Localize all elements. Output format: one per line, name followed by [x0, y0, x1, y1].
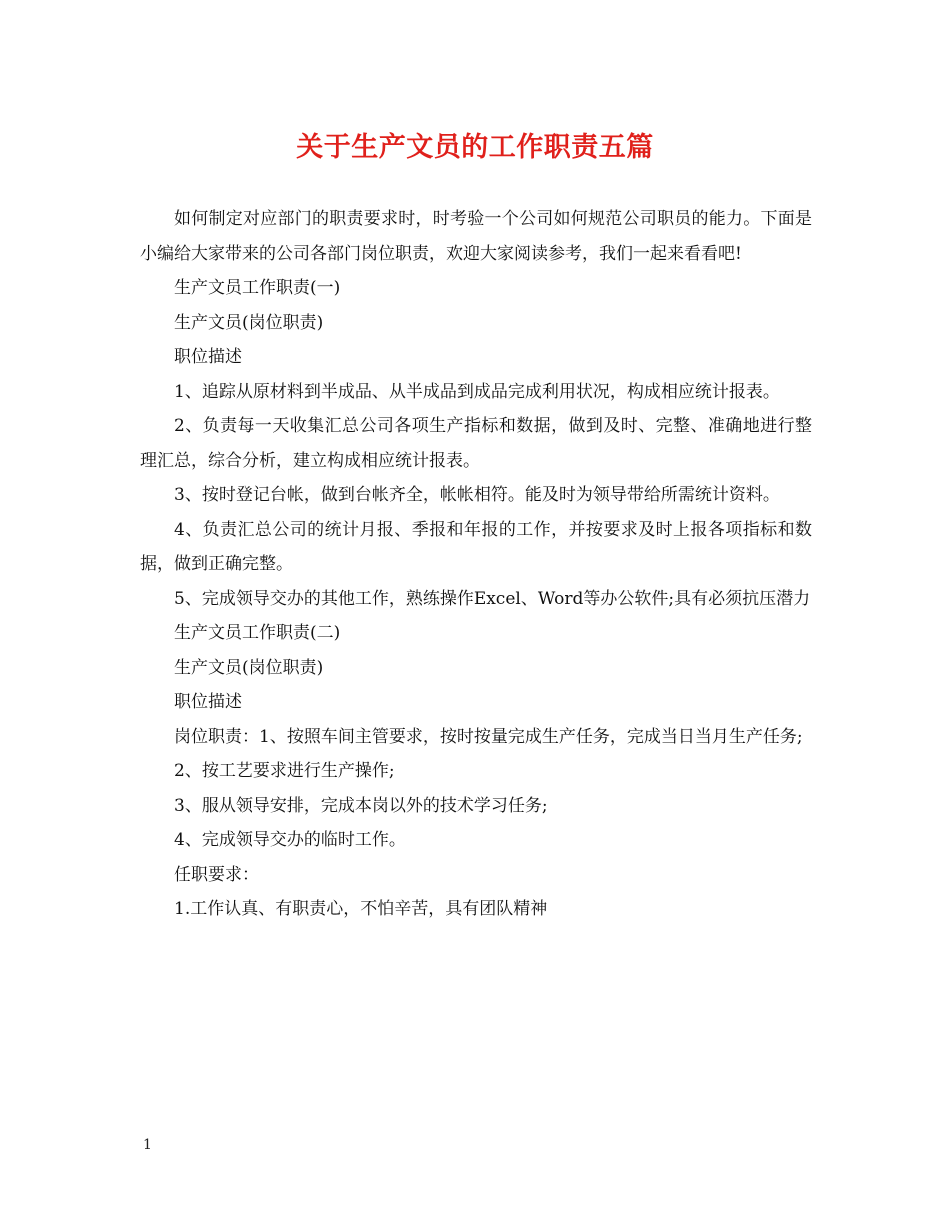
- duty-item: 1、追踪从原材料到半成品、从半成品到成品完成利用状况，构成相应统计报表。: [174, 381, 780, 402]
- duty-item: 3、服从领导安排，完成本岗以外的技术学习任务;: [174, 795, 548, 816]
- duty-item: 2、负责每一天收集汇总公司各项生产指标和数据，做到及时、完整、准确地进行整理汇总，综合分析，建立构成相应统计报表。: [140, 416, 812, 471]
- document-body: [140, 202, 812, 927]
- page-number: 1: [143, 1137, 152, 1153]
- job-description-label: 职位描述: [174, 692, 242, 712]
- duty-item: 岗位职责：1、按照车间主管要求，按时按量完成生产任务，完成当日当月生产任务;: [174, 726, 803, 747]
- job-title-line: 生产文员(岗位职责): [174, 312, 324, 333]
- document-title: 关于生产文员的工作职责五篇: [296, 132, 654, 163]
- duty-item: 4、完成领导交办的临时工作。: [174, 830, 406, 850]
- requirements-label: 任职要求：: [174, 864, 259, 885]
- duty-item: 5、完成领导交办的其他工作，熟练操作Excel、Word等办公软件;具有必须抗压潜力: [174, 588, 811, 609]
- job-title-line: 生产文员(岗位职责): [174, 657, 324, 678]
- duty-item: 4、负责汇总公司的统计月报、季报和年报的工作，并按要求及时上报各项指标和数据，做到正确完整。: [140, 519, 812, 574]
- section-heading-2: 生产文员工作职责(二): [174, 623, 341, 643]
- duty-item: 2、按工艺要求进行生产操作;: [174, 761, 395, 781]
- job-description-label: 职位描述: [174, 347, 242, 367]
- duty-item: 3、按时登记台帐，做到台帐齐全，帐帐相符。能及时为领导带给所需统计资料。: [174, 485, 780, 505]
- requirement-item: 1.工作认真、有职责心，不怕辛苦，具有团队精神: [174, 899, 548, 919]
- intro-paragraph: 如何制定对应部门的职责要求时，时考验一个公司如何规范公司职员的能力。下面是小编给大家带来的公司各部门岗位职责，欢迎大家阅读参考，我们一起来看看吧!: [140, 209, 812, 264]
- section-heading-1: 生产文员工作职责(一): [174, 278, 341, 298]
